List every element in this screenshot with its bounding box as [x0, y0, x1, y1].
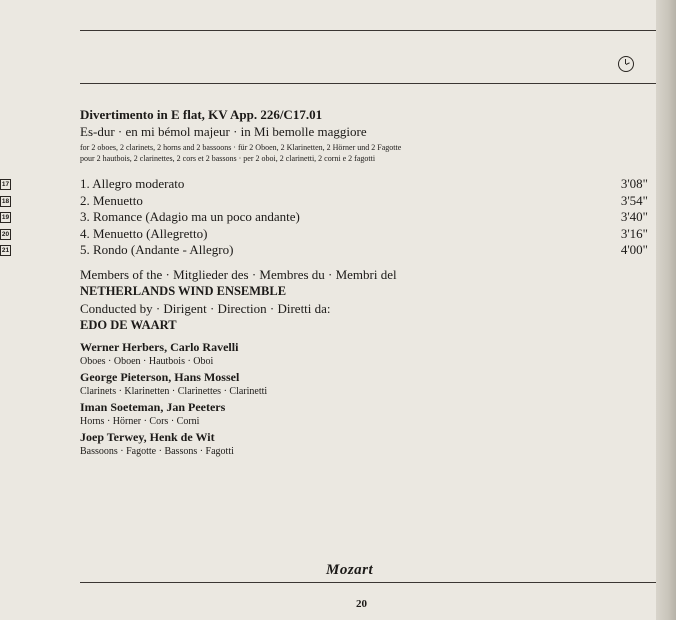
performers	[80, 266, 640, 459]
track-time: 3'40"	[620, 209, 648, 224]
instrumentation-fr: pour 2 hautbois, 2 clarinettes, 2 cors et 2 bassons · per 2 oboi, 2 clarinetti, 2 corni e 2 fagotti	[80, 154, 376, 163]
performer-role: Bassoons · Fagotte · Bassons · Fagotti	[80, 446, 234, 457]
members-line: Members of the · Mitglieder des · Membres du · Membri del	[80, 267, 397, 282]
track-number: 20	[1, 230, 10, 238]
performer-group-oboes	[80, 340, 640, 369]
clock-icon	[618, 56, 634, 72]
ensemble-name: NETHERLANDS WIND ENSEMBLE	[80, 284, 287, 298]
performer-names: Joep Terwey, Henk de Wit	[80, 430, 215, 444]
performer-role: Oboes · Oboen · Hautbois · Oboi	[80, 356, 214, 367]
track-number: 19	[1, 214, 10, 221]
track-row	[0, 193, 650, 210]
top-rule	[80, 30, 658, 31]
track-title: 1. Allegro moderato	[80, 176, 185, 191]
track-number: 18	[1, 197, 10, 205]
track-row	[0, 226, 650, 243]
track-time: 3'16"	[620, 225, 648, 241]
conductor-name: EDO DE WAART	[80, 318, 177, 332]
track-number: 21	[1, 247, 10, 254]
mozart-signature: Mozart	[326, 562, 374, 578]
footer-rule	[80, 582, 658, 583]
performer-role: Horns · Hörner · Cors · Corni	[80, 416, 200, 427]
performer-role: Clarinets · Klarinetten · Clarinettes · Clarinetti	[80, 386, 268, 397]
conducted-line: Conducted by · Dirigent · Direction · Diretti da:	[80, 301, 331, 316]
track-list	[1, 176, 650, 259]
performer-group-bassoons	[80, 430, 640, 459]
track-time: 4'00"	[620, 242, 648, 257]
track-time: 3'54"	[620, 192, 648, 208]
performer-names: Iman Soeteman, Jan Peeters	[80, 400, 226, 414]
track-number: 17	[1, 181, 10, 188]
performer-group-horns	[80, 400, 640, 429]
performer-names: George Pieterson, Hans Mossel	[80, 370, 240, 384]
work-title: Divertimento in E flat, KV App. 226/C17.01	[80, 107, 323, 122]
work-header	[80, 106, 650, 164]
performer-group-clarinets	[80, 370, 640, 399]
performer-names: Werner Herbers, Carlo Ravelli	[80, 340, 239, 354]
page-number: 20	[356, 598, 367, 610]
track-title: 5. Rondo (Andante - Allegro)	[80, 242, 234, 257]
work-subtitle: Es-dur · en mi bémol majeur · in Mi bemolle maggiore	[80, 124, 367, 139]
instrumentation-en: for 2 oboes, 2 clarinets, 2 horns and 2 bassoons · für 2 Oboen, 2 Klarinetten, 2 Hörner und 2 Fagotte	[80, 143, 402, 152]
header-rule	[80, 83, 658, 84]
track-title: 2. Menuetto	[80, 192, 143, 208]
track-row	[0, 209, 650, 226]
track-title: 4. Menuetto (Allegretto)	[80, 225, 208, 241]
track-time: 3'08"	[620, 176, 648, 191]
track-title: 3. Romance (Adagio ma un poco andante)	[80, 209, 300, 224]
track-row	[0, 176, 650, 193]
track-row	[0, 242, 650, 259]
page-edge	[656, 0, 676, 620]
